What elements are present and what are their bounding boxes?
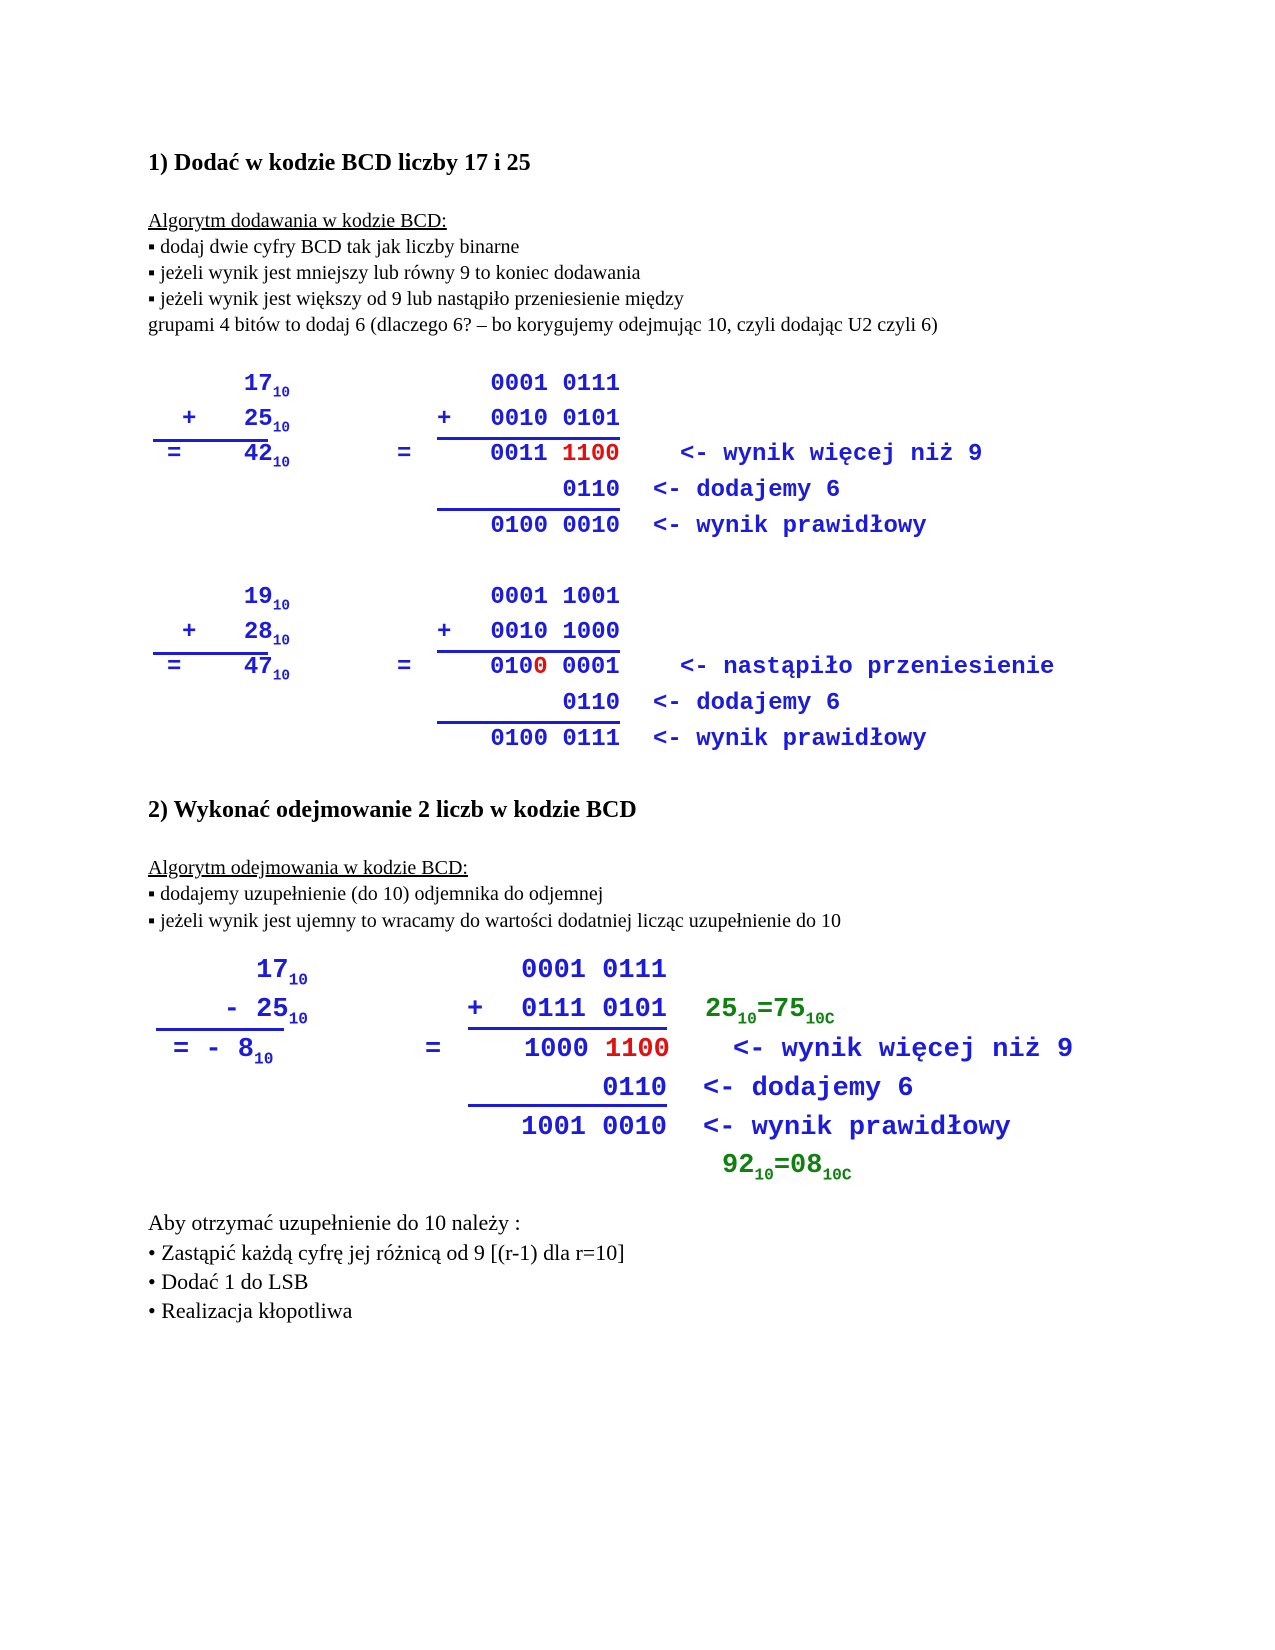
complement-note: $25_{10}=75_{10C}$ — [705, 995, 835, 1029]
note-text: <- wynik prawidłowy — [703, 1113, 1011, 1143]
complement-note: $92_{10}=08_{10C}$ — [722, 1151, 852, 1185]
plus-sign: + — [437, 619, 452, 646]
note-text: <- dodajemy 6 — [653, 477, 841, 504]
section3-intro: Aby otrzymać uzupełnienie do 10 należy : — [148, 1210, 521, 1235]
section1-heading: 1) Dodać w kodzie BCD liczby 17 i 25 — [148, 150, 531, 176]
operand-b: - $25_{10}$ — [223, 995, 308, 1029]
note-text: <- nastąpiło przeniesienie — [680, 654, 1055, 681]
operand-a: $17_{10}$ — [256, 956, 308, 990]
binary-rule — [468, 1027, 667, 1030]
section1-algo-title: Algorytm dodawania w kodzie BCD: — [148, 210, 447, 232]
section3-bullet: • Dodać 1 do LSB — [148, 1269, 309, 1294]
correction-value: 0110 — [562, 477, 620, 504]
operand-b: $25_{10}$ — [243, 406, 290, 437]
note-text: <- wynik więcej niż 9 — [680, 441, 983, 468]
section1-bullet: ▪ jeżeli wynik jest większy od 9 lub nastąpiło przeniesienie między — [148, 288, 684, 310]
binary-final: 0100 0111 — [490, 726, 620, 753]
section2-bullet: ▪ jeżeli wynik jest ujemny to wracamy do wartości dodatniej licząc uzupełnienie do 10 — [148, 910, 841, 932]
note-text: <- wynik prawidłowy — [653, 513, 927, 540]
binary-a: 0001 0111 — [521, 956, 667, 986]
correction-rule — [468, 1104, 667, 1107]
binary-sum: 0011 1100 — [490, 441, 620, 468]
note-text: <- dodajemy 6 — [703, 1074, 914, 1104]
operand-rule — [156, 1028, 284, 1031]
equals-sign: = — [167, 441, 182, 468]
correction-rule — [437, 508, 620, 511]
binary-sum: 1000 1100 — [524, 1035, 670, 1065]
plus-sign: + — [182, 619, 197, 646]
section1-continuation: grupami 4 bitów to dodaj 6 (dlaczego 6? – bo korygujemy odejmując 10, czyli dodając U2 czyli 6) — [148, 314, 938, 336]
operand-b: $28_{10}$ — [243, 619, 290, 650]
correction-rule — [437, 721, 620, 724]
operand-a: $19_{10}$ — [243, 584, 290, 615]
binary-b: 0010 0101 — [490, 406, 620, 433]
correction-value: 0110 — [562, 690, 620, 717]
section1-bullet: ▪ dodaj dwie cyfry BCD tak jak liczby binarne — [148, 236, 520, 258]
equals-sign: = — [167, 654, 182, 681]
binary-b: 0010 1000 — [490, 619, 620, 646]
section2-bullet: ▪ dodajemy uzupełnienie (do 10) odjemnika do odjemnej — [148, 883, 604, 905]
operand-a: $17_{10}$ — [243, 371, 290, 402]
result-decimal: = - $8_{10}$ — [173, 1035, 274, 1069]
note-text: <- dodajemy 6 — [653, 690, 841, 717]
binary-final: 0100 0010 — [490, 513, 620, 540]
section2-algo-title: Algorytm odejmowania w kodzie BCD: — [148, 857, 468, 879]
plus-sign: + — [437, 406, 452, 433]
note-text: <- wynik więcej niż 9 — [733, 1035, 1074, 1065]
section1-bullet: ▪ jeżeli wynik jest mniejszy lub równy 9 to koniec dodawania — [148, 262, 641, 284]
equals-sign: = — [397, 441, 412, 468]
binary-b: 0111 0101 — [521, 995, 667, 1025]
binary-a: 0001 0111 — [490, 371, 620, 398]
plus-sign: + — [182, 406, 197, 433]
section3-bullet: • Zastąpić każdą cyfrę jej różnicą od 9 [(r-1) dla r=10] — [148, 1240, 625, 1265]
section3-bullet: • Realizacja kłopotliwa — [148, 1298, 353, 1323]
correction-value: 0110 — [602, 1074, 667, 1104]
section2-heading: 2) Wykonać odejmowanie 2 liczb w kodzie BCD — [148, 797, 637, 823]
note-text: <- wynik prawidłowy — [653, 726, 927, 753]
equals-sign: = — [425, 1035, 442, 1065]
result-decimal: $42_{10}$ — [243, 441, 290, 472]
binary-final: 1001 0010 — [521, 1113, 667, 1143]
binary-a: 0001 1001 — [490, 584, 620, 611]
binary-sum: 0100 0001 — [490, 654, 620, 681]
plus-sign: + — [467, 995, 484, 1025]
equals-sign: = — [397, 654, 412, 681]
result-decimal: $47_{10}$ — [243, 654, 290, 685]
